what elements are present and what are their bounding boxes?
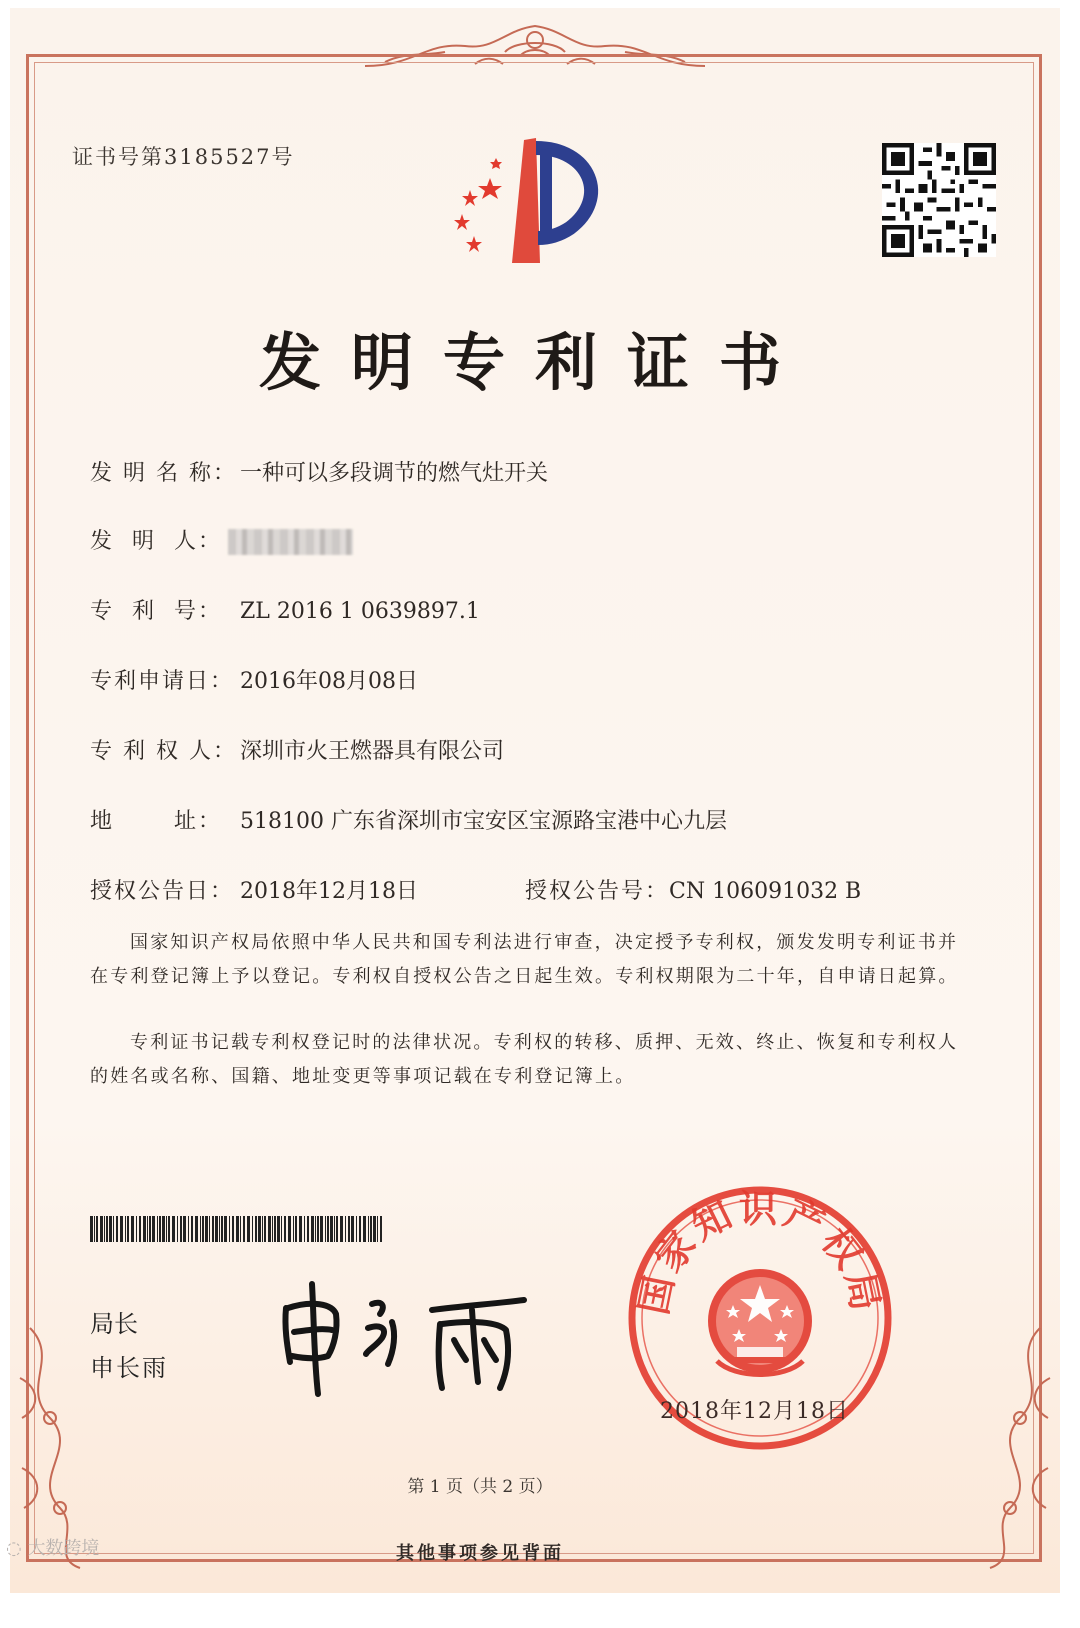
barcode-bar: [236, 1216, 239, 1242]
field-value: 一种可以多段调节的燃气灶开关: [240, 461, 549, 486]
barcode-bar: [274, 1216, 276, 1242]
field-label: 专 利 权 人：: [90, 739, 237, 764]
barcode-bar: [221, 1216, 223, 1242]
barcode-bar: [219, 1216, 220, 1242]
barcode-bar: [104, 1216, 105, 1242]
paragraph-2: 专利证书记载专利权登记时的法律状况。专利权的转移、质押、无效、终止、恢复和专利权人的姓名或名称、国籍、地址变更等事项记载在专利登记簿上。: [90, 1032, 959, 1087]
barcode-bar: [327, 1216, 329, 1242]
barcode-bar: [152, 1216, 155, 1242]
barcode-bar: [370, 1216, 372, 1242]
barcode-bar: [325, 1216, 326, 1242]
barcode-bar: [345, 1216, 346, 1242]
watermark-icon: ◌: [6, 1538, 28, 1559]
barcode-bar: [166, 1216, 167, 1242]
barcode-bar: [311, 1216, 314, 1242]
barcode-bar: [157, 1216, 158, 1242]
barcode-bar: [212, 1216, 214, 1242]
barcode-bar: [195, 1216, 198, 1242]
barcode-bar: [159, 1216, 161, 1242]
barcode-bar: [191, 1216, 193, 1242]
barcode-bar: [205, 1216, 208, 1242]
barcode-bar: [188, 1216, 189, 1242]
barcode-bar: [277, 1216, 280, 1242]
barcode-bar: [125, 1216, 126, 1242]
field-value: 518100 广东省深圳市宝安区宝源路宝港中心九层: [240, 809, 727, 834]
field-grant-no: [525, 874, 861, 905]
barcode-bar: [334, 1216, 335, 1242]
field-label: 授权公告号：: [525, 879, 670, 904]
seal-date: 2018年12月18日: [660, 1399, 849, 1424]
barcode-bar: [106, 1216, 108, 1242]
field-filing-date: [90, 664, 418, 695]
field-invention-name: [90, 456, 548, 487]
field-patentee: [90, 734, 504, 765]
field-grant-date: [90, 874, 418, 905]
footer-note: 其他事项参见背面: [396, 1543, 564, 1564]
watermark-text: 大数跨境: [27, 1538, 100, 1559]
barcode-bar: [109, 1216, 112, 1242]
barcode-bar: [147, 1216, 148, 1242]
barcode-bar: [307, 1216, 309, 1242]
barcode-bar: [304, 1216, 305, 1242]
field-inventor: [90, 524, 353, 555]
field-value: 2016年08月08日: [240, 669, 418, 694]
signature-role: 局长: [90, 1310, 138, 1338]
field-label: 专利申请日：: [90, 669, 235, 694]
barcode-bar: [120, 1216, 123, 1242]
field-label: 发 明 名 称：: [90, 461, 237, 486]
barcode-bar: [209, 1216, 210, 1242]
barcode-bar: [172, 1216, 175, 1242]
field-patent-no: [90, 594, 480, 625]
barcode-bar: [340, 1216, 343, 1242]
barcode-bar: [252, 1216, 253, 1242]
barcode-bar: [127, 1216, 129, 1242]
signature-name: 申长雨: [90, 1354, 168, 1382]
field-address: [90, 804, 727, 835]
barcode-bar: [299, 1216, 302, 1242]
barcode-bar: [330, 1216, 333, 1242]
barcode-bar: [281, 1216, 282, 1242]
barcode-bar: [243, 1216, 245, 1242]
barcode-bar: [288, 1216, 291, 1242]
barcode-bar: [293, 1216, 294, 1242]
barcode-bar: [229, 1216, 230, 1242]
barcode-bar: [295, 1216, 297, 1242]
watermark: [6, 1534, 99, 1560]
barcode-bar: [262, 1216, 263, 1242]
barcode-bar: [162, 1216, 165, 1242]
barcode-bar: [139, 1216, 141, 1242]
barcode-bar: [320, 1216, 323, 1242]
barcode-bar: [90, 1216, 93, 1242]
barcode-bar: [380, 1216, 382, 1242]
barcode-bar: [202, 1216, 204, 1242]
field-value: CN 106091032 B: [669, 879, 862, 904]
barcode-bar: [96, 1216, 98, 1242]
barcode-bar: [373, 1216, 376, 1242]
barcode-bar: [177, 1216, 178, 1242]
barcode: [90, 1216, 385, 1242]
document-title: 发明专利证书: [258, 326, 811, 399]
barcode-bar: [255, 1216, 257, 1242]
barcode-bar: [180, 1216, 182, 1242]
field-value: 深圳市火王燃器具有限公司: [240, 739, 505, 764]
barcode-bar: [359, 1216, 361, 1242]
field-label: 授权公告日：: [90, 879, 235, 904]
barcode-bar: [368, 1216, 369, 1242]
field-label: 专 利 号：: [90, 599, 222, 624]
seal-text: 国家知识产权局: [631, 1186, 889, 1319]
barcode-bar: [351, 1216, 354, 1242]
qr-code: [882, 143, 996, 257]
paragraph-1: 国家知识产权局依照中华人民共和国专利法进行审查，决定授予专利权，颁发发明专利证书并在专利登记簿上予以登记。专利权自授权公告之日起生效。专利权期限为二十年，自申请日起算。: [90, 932, 959, 987]
barcode-bar: [240, 1216, 241, 1242]
barcode-bar: [215, 1216, 218, 1242]
barcode-bar: [264, 1216, 266, 1242]
handwritten-signature: [272, 1270, 542, 1400]
barcode-bar: [224, 1216, 227, 1242]
barcode-bar: [131, 1216, 134, 1242]
field-label: 发 明 人：: [90, 529, 222, 554]
barcode-bar: [232, 1216, 234, 1242]
barcode-bar: [315, 1216, 316, 1242]
barcode-bar: [258, 1216, 261, 1242]
barcode-bar: [356, 1216, 357, 1242]
cnipa-logo: [440, 128, 620, 268]
barcode-bar: [336, 1216, 338, 1242]
field-value: ZL 2016 1 0639897.1: [240, 599, 480, 624]
barcode-bar: [113, 1216, 114, 1242]
page-number: 第 1 页（共 2 页）: [407, 1477, 553, 1497]
barcode-bar: [94, 1216, 95, 1242]
barcode-bar: [149, 1216, 151, 1242]
barcode-bar: [247, 1216, 250, 1242]
certificate-number: 证书号第3185527号: [72, 145, 295, 169]
barcode-bar: [143, 1216, 146, 1242]
field-label: 地 址：: [90, 809, 222, 834]
barcode-bar: [317, 1216, 319, 1242]
barcode-bar: [168, 1216, 170, 1242]
barcode-bar: [116, 1216, 118, 1242]
barcode-bar: [348, 1216, 350, 1242]
barcode-bar: [100, 1216, 103, 1242]
barcode-bar: [363, 1216, 366, 1242]
certificate-sheet: [10, 8, 1060, 1593]
bottom-right-ornament: [970, 1318, 1060, 1578]
barcode-bar: [272, 1216, 273, 1242]
barcode-bar: [200, 1216, 201, 1242]
field-value: 2018年12月18日: [240, 879, 418, 904]
barcode-bar: [284, 1216, 286, 1242]
barcode-bar: [136, 1216, 137, 1242]
barcode-bar: [183, 1216, 186, 1242]
barcode-bar: [268, 1216, 271, 1242]
barcode-bar: [377, 1216, 378, 1242]
redacted-inventor-name: [228, 529, 353, 555]
